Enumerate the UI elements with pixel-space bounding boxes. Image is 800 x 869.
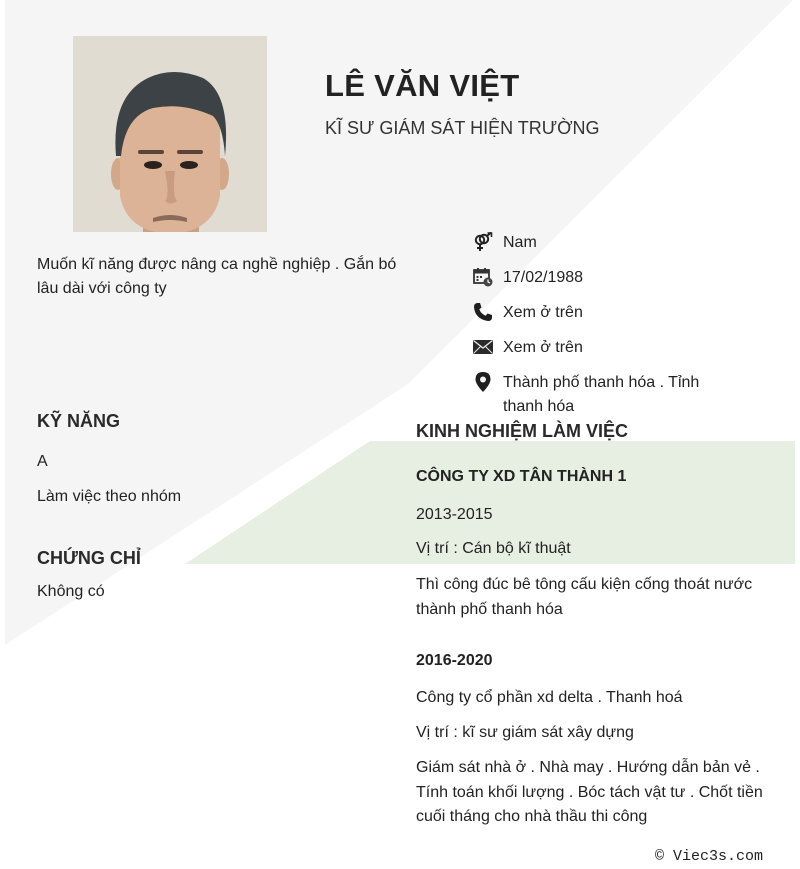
portrait-image: [73, 36, 267, 232]
contact-email: [472, 336, 742, 360]
skill-item: A: [37, 453, 48, 470]
skill-item: Làm việc theo nhóm: [37, 488, 182, 505]
certificates-heading: CHỨNG CHỈ: [37, 548, 141, 568]
career-objective: Muốn kĩ năng được nâng ca nghề nghiệp . Gắn bó lâu dài với công ty: [37, 256, 397, 297]
footer-copyright: © Viec3s.com: [655, 848, 764, 865]
contact-address-value: Thành phố thanh hóa . Tỉnh thanh hóa: [503, 374, 700, 415]
phone-icon: [472, 301, 494, 323]
contact-gender-value: Nam: [503, 234, 537, 251]
job-company: Công ty cổ phần xd delta . Thanh hoá: [416, 689, 683, 706]
job-company: CÔNG TY XD TÂN THÀNH 1: [416, 468, 627, 485]
email-icon: [472, 336, 494, 358]
certificate-item: Không có: [37, 583, 105, 600]
location-pin-icon: [472, 371, 494, 393]
profile-photo: [73, 36, 267, 232]
contact-gender: [472, 231, 742, 255]
contact-birthdate: [472, 266, 742, 290]
contact-phone-value: Xem ở trên: [503, 304, 583, 321]
gender-icon: [472, 231, 494, 253]
skills-heading: KỸ NĂNG: [37, 411, 121, 431]
contact-birthdate-value: 17/02/1988: [503, 269, 584, 286]
job-position: Vị trí : Cán bộ kĩ thuật: [416, 540, 571, 557]
contact-address: [472, 371, 742, 419]
experience-heading: KINH NGHIỆM LÀM VIỆC: [416, 421, 629, 441]
job-description: Giám sát nhà ở . Nhà may . Hướng dẫn bản vẻ . Tính toán khối lượng . Bóc tách vật tư . Chốt tiền cuối tháng cho nhà thầu thi công: [416, 759, 763, 825]
job-period: 2016-2020: [416, 652, 493, 669]
calendar-icon: [472, 266, 494, 288]
contact-email-value: Xem ở trên: [503, 339, 583, 356]
job-position: Vị trí : kĩ sư giám sát xây dựng: [416, 724, 634, 741]
contact-phone: [472, 301, 742, 325]
candidate-name: LÊ VĂN VIỆT: [325, 68, 520, 103]
candidate-job-title: KĨ SƯ GIÁM SÁT HIỆN TRƯỜNG: [325, 118, 600, 138]
job-description: Thì công đúc bê tông cấu kiện cống thoát nước thành phố thanh hóa: [416, 576, 753, 618]
job-period: 2013-2015: [416, 506, 493, 523]
contact-info-list: [472, 231, 742, 430]
